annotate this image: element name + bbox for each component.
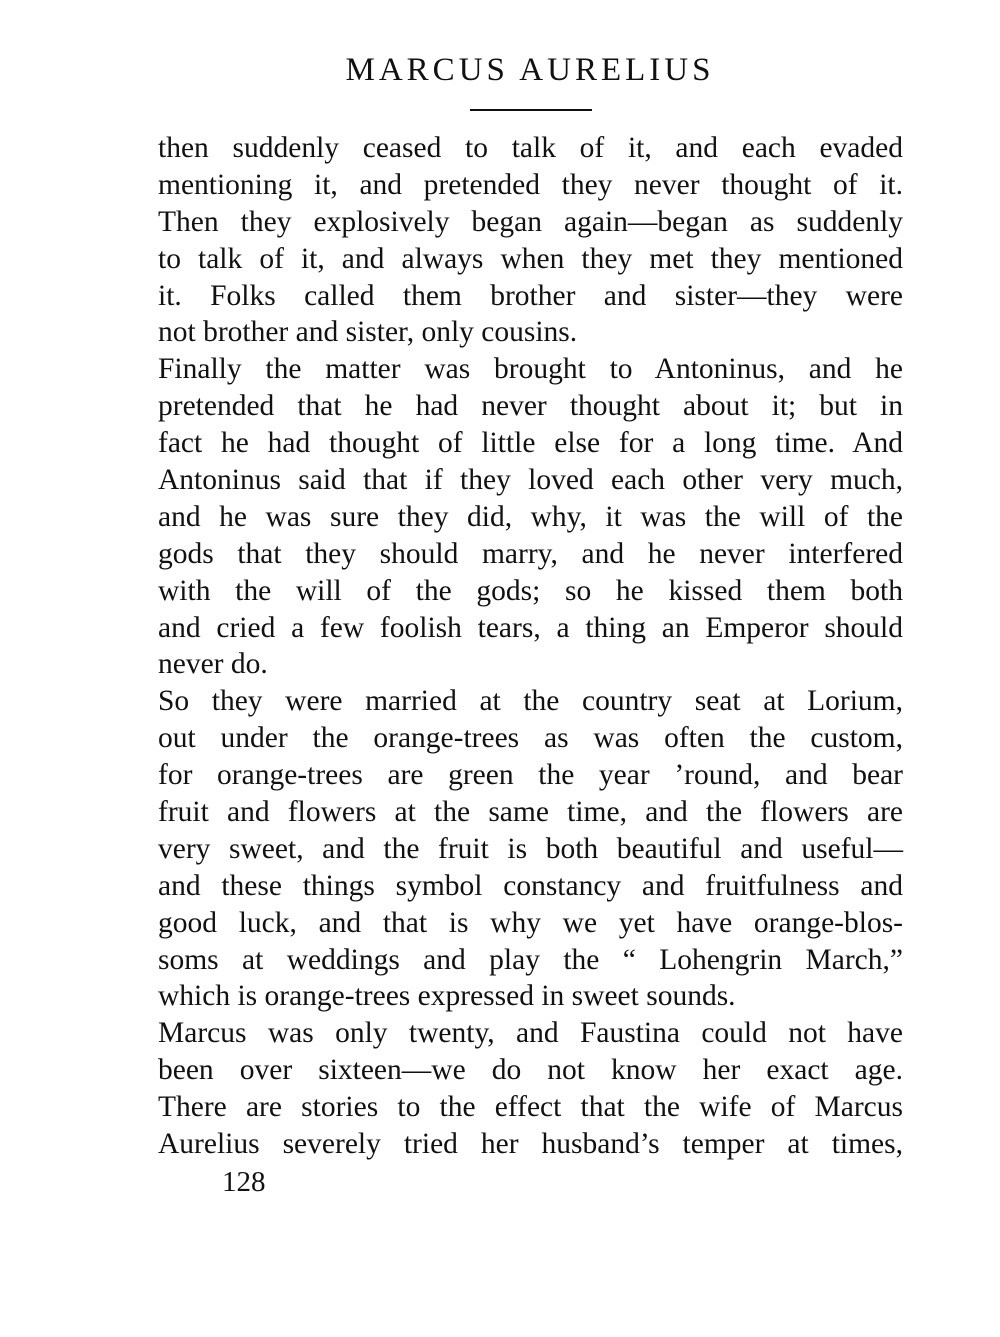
text-line: There are stories to the effect that the wife of Marcus — [158, 1091, 903, 1124]
text-line: Marcus was only twenty, and Faustina could not have — [158, 1017, 903, 1050]
text-line: pretended that he had never thought about it; but in — [158, 390, 903, 423]
text-line: good luck, and that is why we yet have orange-blos- — [158, 906, 903, 939]
text-line: mentioning it, and pretended they never thought of it. — [158, 168, 903, 201]
text-line: and these things symbol constancy and fruitfulness and — [158, 869, 903, 902]
text-line: and cried a few foolish tears, a thing an Emperor should — [158, 611, 903, 644]
text-line: soms at weddings and play the “ Lohengrin March,” — [158, 943, 903, 976]
text-line: very sweet, and the fruit is both beautiful and useful— — [158, 832, 903, 865]
body-text — [158, 130, 903, 1163]
text-line: gods that they should marry, and he never interfered — [158, 537, 903, 570]
text-line: to talk of it, and always when they met they mentioned — [158, 242, 903, 275]
text-line: which is orange-trees expressed in sweet sounds. — [158, 980, 736, 1013]
text-line: not brother and sister, only cousins. — [158, 316, 578, 349]
text-line: So they were married at the country seat at Lorium, — [158, 685, 903, 718]
running-head: MARCUS AURELIUS — [345, 52, 715, 88]
text-line: for orange-trees are green the year ’round, and bear — [158, 759, 903, 792]
page-number: 128 — [222, 1166, 266, 1198]
text-line: Then they explosively began again—began as suddenly — [158, 205, 903, 238]
text-line: out under the orange-trees as was often the custom, — [158, 722, 903, 755]
text-line: never do. — [158, 648, 268, 681]
text-line: Aurelius severely tried her husband’s temper at times, — [158, 1128, 903, 1161]
text-line: Antoninus said that if they loved each other very much, — [158, 464, 903, 497]
text-line: fact he had thought of little else for a long time. And — [158, 427, 903, 460]
text-line: with the will of the gods; so he kissed them both — [158, 574, 903, 607]
text-line: Finally the matter was brought to Antoninus, and he — [158, 353, 903, 386]
text-line: been over sixteen—we do not know her exact age. — [158, 1054, 903, 1087]
header-rule — [470, 109, 592, 111]
text-line: fruit and flowers at the same time, and the flowers are — [158, 796, 903, 829]
text-line: and he was sure they did, why, it was the will of the — [158, 500, 903, 533]
text-line: it. Folks called them brother and sister—they were — [158, 279, 903, 312]
text-line: then suddenly ceased to talk of it, and each evaded — [158, 132, 903, 164]
